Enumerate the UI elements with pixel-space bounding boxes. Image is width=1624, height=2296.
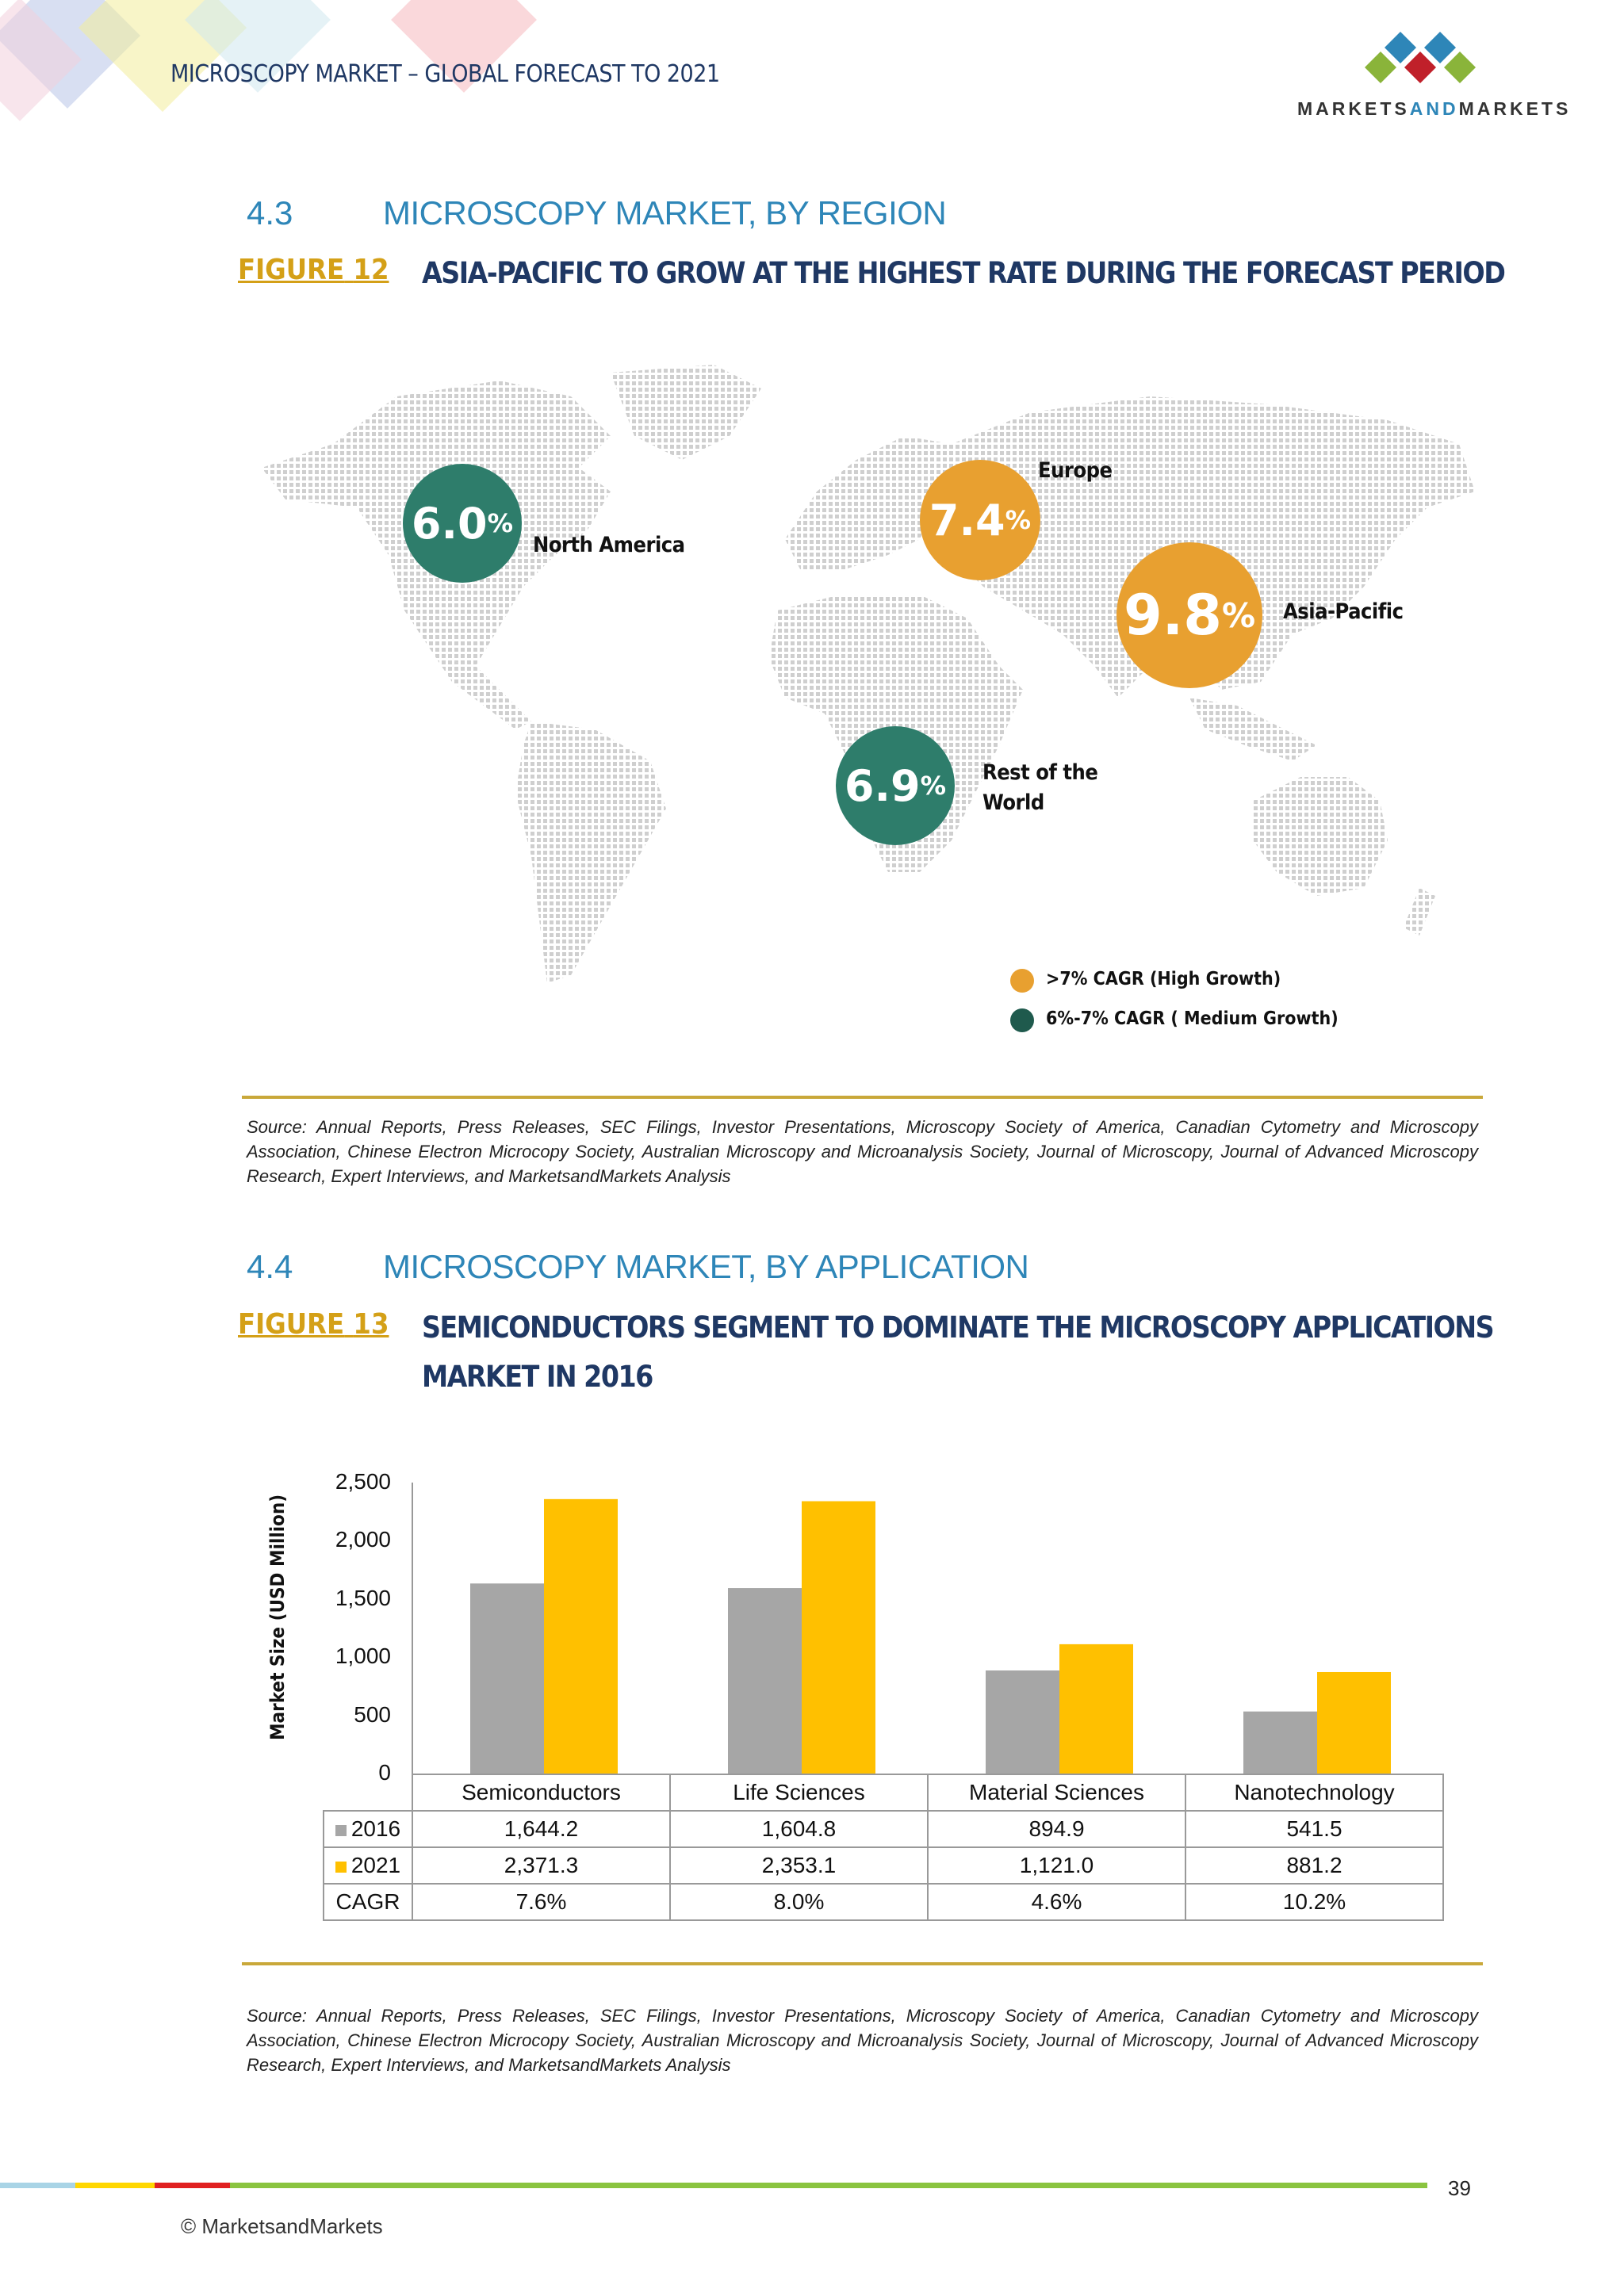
y-tick-label: 500 (354, 1702, 391, 1727)
legend-medium-growth-icon (1010, 1008, 1034, 1032)
bar-2016-nanotechnology (1243, 1712, 1317, 1774)
north-america-bubble: 6.0 % (403, 464, 522, 583)
footer-bar (75, 2183, 155, 2188)
company-logo-text: MARKETSANDMARKETS (1297, 98, 1572, 119)
rest-of-world-label: Rest of the World (982, 760, 1098, 815)
footer-bar (230, 2183, 1427, 2188)
cagr-value: 10.2% (1185, 1884, 1443, 1920)
cagr-value: 7.6% (412, 1884, 670, 1920)
footer-bar (0, 2183, 75, 2188)
figure-title: ASIA-PACIFIC TO GROW AT THE HIGHEST RATE DURING THE FORECAST PERIOD (422, 256, 1505, 290)
series-2016-swatch-icon (335, 1825, 347, 1836)
y-tick-label: 2,500 (335, 1469, 391, 1494)
europe-bubble: 7.4 % (920, 460, 1040, 580)
data-label: 894.9 (928, 1811, 1185, 1847)
bar-chart (411, 1483, 1443, 1776)
footer-bar (155, 2183, 230, 2188)
category-label: Life Sciences (670, 1774, 928, 1811)
figure-title: SEMICONDUCTORS SEGMENT TO DOMINATE THE MICROSCOPY APPLICATIONS MARKET IN 2016 (422, 1311, 1494, 1394)
legend-medium-growth-label: 6%-7% CAGR ( Medium Growth) (1046, 1008, 1339, 1029)
section-title: MICROSCOPY MARKET, BY REGION (383, 194, 947, 232)
data-label: 881.2 (1185, 1847, 1443, 1884)
europe-label: Europe (1038, 458, 1113, 483)
page-number: 39 (1448, 2176, 1471, 2200)
data-table (323, 1774, 1444, 1921)
figure-label: FIGURE 13 (238, 1308, 389, 1341)
cagr-value: 8.0% (670, 1884, 928, 1920)
table-row (324, 1811, 1443, 1847)
copyright: © MarketsandMarkets (181, 2214, 383, 2238)
bar-2021-life-sciences (802, 1502, 875, 1774)
rest-of-world-bubble: 6.9 % (836, 726, 955, 845)
table-row (324, 1847, 1443, 1884)
category-label: Semiconductors (412, 1774, 670, 1811)
series-legend: 2016 (324, 1811, 412, 1847)
y-tick-label: 1,000 (335, 1644, 391, 1668)
legend-high-growth-icon (1010, 969, 1034, 993)
data-label: 1,644.2 (412, 1811, 670, 1847)
world-map (238, 349, 1507, 999)
figure-label: FIGURE 12 (238, 254, 389, 286)
table-header-row (324, 1774, 1443, 1811)
north-america-label: North America (533, 533, 685, 557)
divider (242, 1096, 1483, 1099)
bar-2016-life-sciences (728, 1588, 802, 1774)
cagr-value: 4.6% (928, 1884, 1185, 1920)
y-tick-label: 1,500 (335, 1586, 391, 1610)
bar-2016-material-sciences (986, 1670, 1059, 1774)
bar-2021-nanotechnology (1317, 1672, 1391, 1774)
company-logo-icon (1361, 16, 1519, 95)
data-label: 1,604.8 (670, 1811, 928, 1847)
legend-high-growth-label: >7% CAGR (High Growth) (1046, 969, 1281, 989)
section-number: 4.4 (247, 1248, 293, 1285)
y-tick-label: 0 (378, 1760, 391, 1785)
table-row (324, 1884, 1443, 1920)
series-legend: 2021 (324, 1847, 412, 1884)
data-label: 1,121.0 (928, 1847, 1185, 1884)
header-title: MICROSCOPY MARKET – GLOBAL FORECAST TO 2021 (170, 60, 720, 88)
category-label: Material Sciences (928, 1774, 1185, 1811)
bar-2016-semiconductors (470, 1583, 544, 1774)
section-number: 4.3 (247, 194, 293, 232)
data-label: 2,353.1 (670, 1847, 928, 1884)
data-label: 2,371.3 (412, 1847, 670, 1884)
bar-2021-semiconductors (544, 1499, 618, 1774)
source-note: Source: Annual Reports, Press Releases, SEC Filings, Investor Presentations, Microscopy Society of America, Canadian Cytometry and Microscopy Association, Chinese Electron Microcopy Society, Australian Microscopy and Microanalysis Society, Journal of Microscopy, Journal of Advanced Microscopy Research, Expert Interviews, and MarketsandMarkets Analysis (247, 2006, 1478, 2075)
section-title: MICROSCOPY MARKET, BY APPLICATION (383, 1248, 1029, 1285)
y-tick-label: 2,000 (335, 1527, 391, 1552)
asia-pacific-label: Asia-Pacific (1283, 599, 1404, 624)
y-axis-label: Market Size (USD Million) (266, 1494, 289, 1740)
bar-2021-material-sciences (1059, 1644, 1133, 1774)
divider (242, 1962, 1483, 1965)
series-2021-swatch-icon (335, 1862, 347, 1873)
category-label: Nanotechnology (1185, 1774, 1443, 1811)
asia-pacific-bubble: 9.8 % (1116, 542, 1262, 688)
cagr-label: CAGR (324, 1884, 412, 1920)
source-note: Source: Annual Reports, Press Releases, SEC Filings, Investor Presentations, Microscopy Society of America, Canadian Cytometry and Microscopy Association, Chinese Electron Microcopy Society, Australian Microscopy and Microanalysis Society, Journal of Microscopy, Journal of Advanced Microscopy Research, Expert Interviews, and MarketsandMarkets Analysis (247, 1117, 1478, 1186)
data-label: 541.5 (1185, 1811, 1443, 1847)
